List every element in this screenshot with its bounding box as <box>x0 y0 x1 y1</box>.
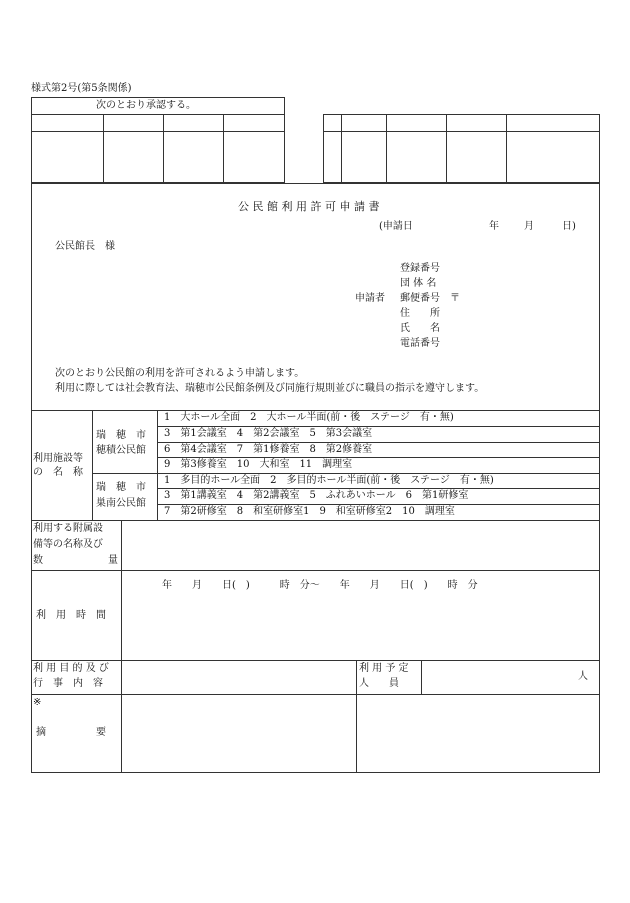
hozumi-room-row: 6 第4会議室 7 第1修養室 8 第2修養室 <box>164 444 373 455</box>
hozumi-room-row: 9 第3修養室 10 大和室 11 調理室 <box>164 459 353 470</box>
remarks-mark: ※ <box>33 697 42 708</box>
hozumi-room-row: 1 大ホール全面 2 大ホール半面(前・後 ステージ 有・無) <box>164 412 454 423</box>
form-number: 様式第2号(第5条関係) <box>31 83 132 94</box>
hozumi-name-line2: 穂積公民館 <box>96 445 146 456</box>
field-group-name: 団 体 名 <box>400 278 437 289</box>
addressee: 公民館長 様 <box>55 241 115 252</box>
equipment-label-line2: 備等の名称及び <box>33 539 103 550</box>
declaration-line-2: 利用に際しては社会教育法、瑞穂市公民館条例及び同施行規則並びに職員の指示を遵守します。 <box>55 383 485 394</box>
field-phone: 電話番号 <box>400 338 440 349</box>
purpose-label-line2: 行 事 内 容 <box>33 678 103 689</box>
facilities-label-line2: の 名 称 <box>33 467 83 478</box>
date-day: 日) <box>562 221 576 232</box>
field-name: 氏 名 <box>400 323 440 334</box>
purpose-label-line1: 利 用 目 的 及 び <box>33 663 109 674</box>
hozumi-name-line1: 瑞 穂 市 <box>96 430 146 441</box>
field-postal-code: 郵便番号 〒 <box>400 293 460 304</box>
equipment-label-line1: 利用する附属設 <box>33 523 103 534</box>
field-address: 住 所 <box>400 308 440 319</box>
attendees-label-line1: 利 用 予 定 <box>359 663 409 674</box>
date-year: 年 <box>489 221 499 232</box>
usage-time-range: 年 月 日( ) 時 分～ 年 月 日( ) 時 分 <box>162 580 478 591</box>
application-date-label: (申請日 <box>379 221 413 232</box>
hozumi-room-row: 3 第1会議室 4 第2会議室 5 第3会議室 <box>164 428 373 439</box>
sunan-room-row: 3 第1講義室 4 第2講義室 5 ふれあいホール 6 第1研修室 <box>164 490 469 501</box>
date-month: 月 <box>524 221 534 232</box>
applicant-label: 申請者 <box>355 293 385 304</box>
sunan-name-line1: 瑞 穂 市 <box>96 482 146 493</box>
field-registration-number: 登録番号 <box>400 263 440 274</box>
equipment-label-line3-a: 数 <box>33 555 43 566</box>
sunan-name-line2: 巣南公民館 <box>96 498 146 509</box>
form-title: 公 民 館 利 用 許 可 申 請 書 <box>238 200 380 213</box>
equipment-label-line3-b: 量 <box>108 555 118 566</box>
sunan-room-row: 7 第2研修室 8 和室研修室1 9 和室研修室2 10 調理室 <box>164 506 455 517</box>
declaration-line-1: 次のとおり公民館の利用を許可されるよう申請します。 <box>55 368 305 379</box>
usage-time-label: 利 用 時 間 <box>36 610 106 621</box>
attendees-unit: 人 <box>578 671 588 682</box>
attendees-label-line2: 人 員 <box>359 678 399 689</box>
facilities-label-line1: 利用施設等 <box>33 453 83 464</box>
sunan-room-row: 1 多目的ホール全面 2 多目的ホール半面(前・後 ステージ 有・無) <box>164 475 494 486</box>
remarks-label: 摘 要 <box>36 727 106 738</box>
approval-text: 次のとおり承認する。 <box>96 100 196 111</box>
